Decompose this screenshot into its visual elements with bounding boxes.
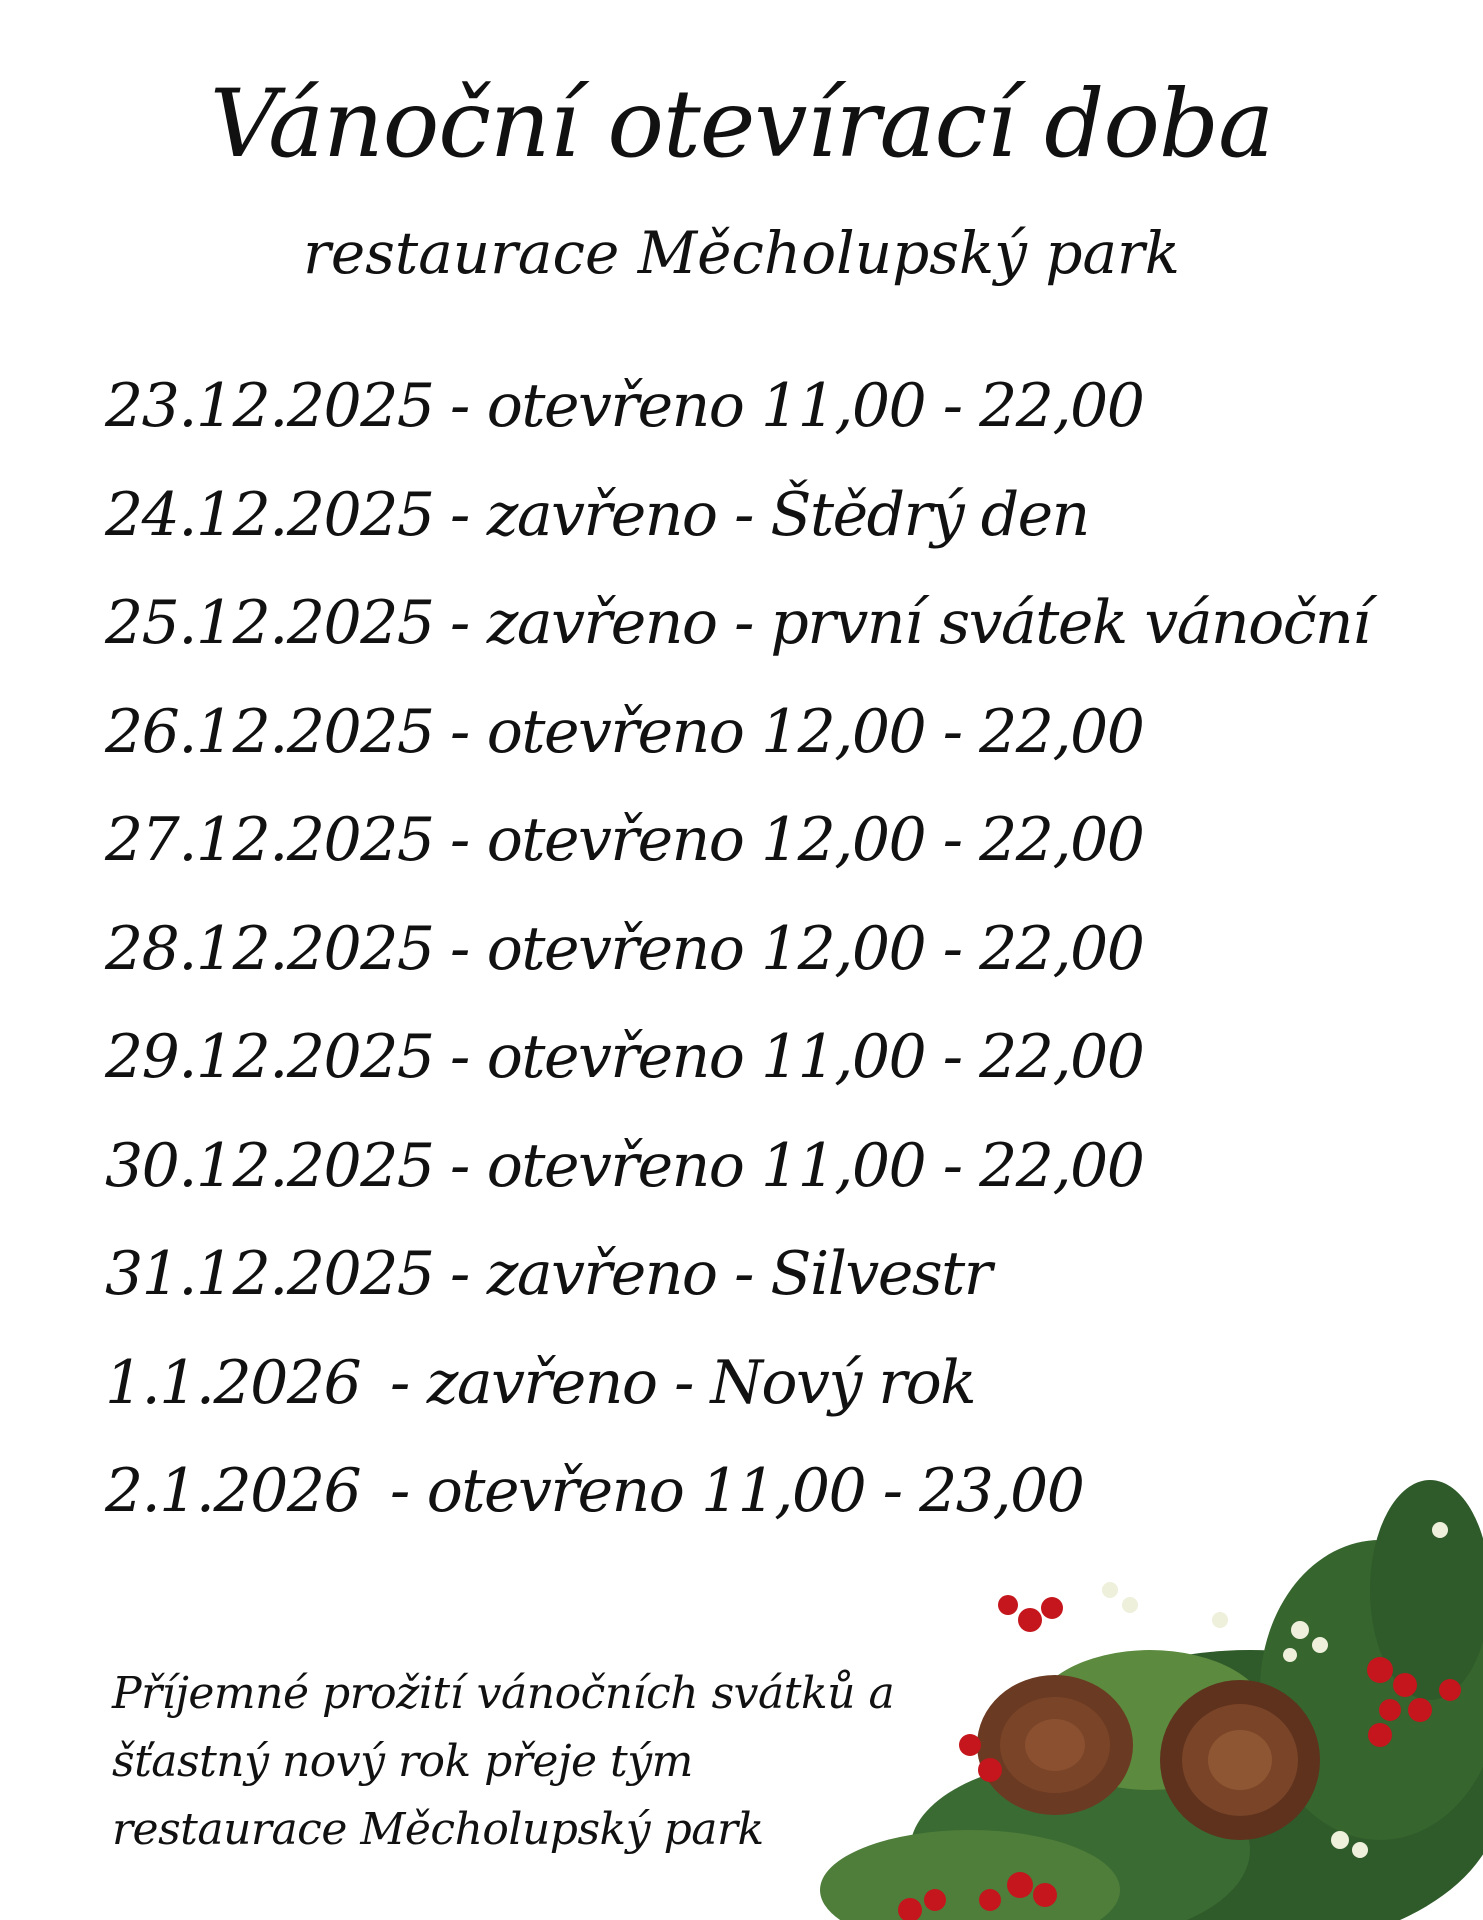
schedule-status: otevřeno 11,00 - 23,00 xyxy=(426,1456,1084,1526)
schedule-row xyxy=(105,481,1435,590)
schedule-status: zavřeno - první svátek vánoční xyxy=(486,588,1370,658)
schedule-row xyxy=(105,1023,1435,1132)
schedule-separator: - xyxy=(450,1022,469,1092)
schedule-status: otevřeno 12,00 - 22,00 xyxy=(486,805,1144,875)
greeting-line: restaurace Měcholupský park xyxy=(112,1804,764,1855)
schedule-row xyxy=(105,589,1435,698)
schedule-status: otevřeno 12,00 - 22,00 xyxy=(486,696,1144,767)
opening-hours-list xyxy=(105,372,1435,1566)
schedule-status: otevřeno 11,00 - 22,00 xyxy=(486,1022,1144,1092)
schedule-separator: - xyxy=(450,479,469,550)
schedule-separator: - xyxy=(450,371,469,441)
schedule-row xyxy=(105,806,1435,915)
schedule-status: zavřeno - Štědrý den xyxy=(486,479,1089,550)
page-title: Vánoční otevírací doba xyxy=(209,70,1274,179)
schedule-date: 24.12.2025 xyxy=(105,479,434,550)
schedule-separator: - xyxy=(450,805,469,875)
schedule-status: zavřeno - Silvestr xyxy=(486,1239,991,1309)
schedule-date: 23.12.2025 xyxy=(105,371,434,441)
schedule-date: 31.12.2025 xyxy=(105,1239,434,1309)
schedule-status: otevřeno 11,00 - 22,00 xyxy=(486,371,1144,441)
schedule-date: 27.12.2025 xyxy=(105,805,434,875)
holiday-greeting xyxy=(112,1660,1012,1864)
schedule-separator: - xyxy=(450,588,469,658)
schedule-date: 2.1.2026 xyxy=(105,1456,361,1526)
schedule-date: 26.12.2025 xyxy=(105,696,434,767)
schedule-date: 29.12.2025 xyxy=(105,1022,434,1092)
schedule-date: 30.12.2025 xyxy=(105,1130,434,1201)
schedule-row xyxy=(105,1240,1435,1349)
schedule-separator: - xyxy=(390,1456,409,1526)
schedule-separator: - xyxy=(390,1347,409,1418)
schedule-row xyxy=(105,698,1435,807)
schedule-separator: - xyxy=(450,1239,469,1309)
greeting-line: šťastný nový rok přeje tým xyxy=(112,1736,693,1787)
schedule-status: otevřeno 11,00 - 22,00 xyxy=(486,1130,1144,1201)
schedule-date: 25.12.2025 xyxy=(105,588,434,658)
schedule-row xyxy=(105,915,1435,1024)
schedule-row xyxy=(105,1132,1435,1241)
schedule-status: otevřeno 12,00 - 22,00 xyxy=(486,913,1144,984)
restaurant-subtitle: restaurace Měcholupský park xyxy=(303,219,1180,287)
schedule-date: 28.12.2025 xyxy=(105,913,434,984)
schedule-date: 1.1.2026 xyxy=(105,1347,361,1418)
greeting-line: Příjemné prožití vánočních svátků a xyxy=(112,1668,895,1719)
schedule-separator: - xyxy=(450,1130,469,1201)
schedule-row xyxy=(105,1349,1435,1458)
schedule-row xyxy=(105,372,1435,481)
schedule-separator: - xyxy=(450,696,469,767)
schedule-separator: - xyxy=(450,913,469,984)
pinecone-icon xyxy=(1160,1680,1320,1840)
schedule-status: zavřeno - Nový rok xyxy=(426,1347,976,1418)
